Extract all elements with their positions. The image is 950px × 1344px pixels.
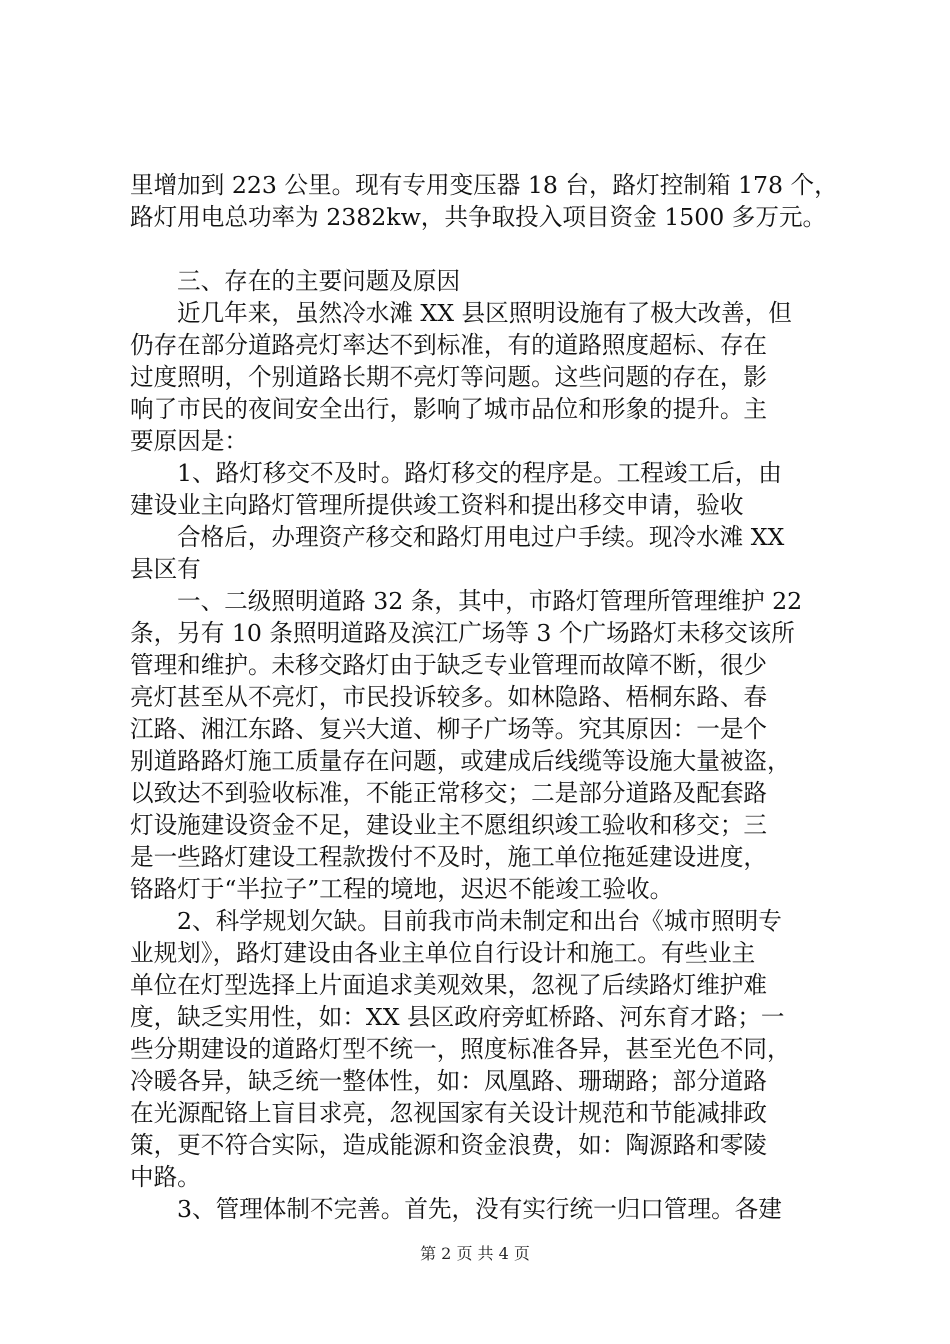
text-line: 在光源配铬上盲目求亮，忽视国家有关设计规范和节能减排政 xyxy=(130,1099,768,1127)
text-line: 仍存在部分道路亮灯率达不到标准，有的道路照度超标、存在 xyxy=(130,331,768,359)
text-line: 单位在灯型选择上片面追求美观效果，忽视了后续路灯维护难 xyxy=(130,971,768,999)
page-number-footer: 第 2 页 共 4 页 xyxy=(420,1244,530,1263)
text-line: 1、路灯移交不及时。路灯移交的程序是。工程竣工后，由 xyxy=(177,459,782,487)
text-line: 3、管理体制不完善。首先，没有实行统一归口管理。各建 xyxy=(177,1195,782,1223)
text-line: 度，缺乏实用性，如：XX 县区政府旁虹桥路、河东育才路；一 xyxy=(130,1003,785,1031)
text-line: 里增加到 223 公里。现有专用变压器 18 台，路灯控制箱 178 个， xyxy=(130,171,838,199)
text-line: 别道路路灯施工质量存在问题，或建成后线缆等设施大量被盗， xyxy=(130,747,791,775)
text-line: 铬路灯于“半拉子”工程的境地，迟迟不能竣工验收。 xyxy=(130,875,674,903)
text-line: 2、科学规划欠缺。目前我市尚未制定和出台《城市照明专 xyxy=(177,907,782,935)
section-heading: 三、存在的主要问题及原因 xyxy=(177,267,461,295)
text-line: 管理和维护。未移交路灯由于缺乏专业管理而故障不断，很少 xyxy=(130,651,768,679)
text-line: 过度照明，个别道路长期不亮灯等问题。这些问题的存在，影 xyxy=(130,363,768,391)
text-line: 县区有 xyxy=(130,555,201,583)
text-line: 合格后，办理资产移交和路灯用电过户手续。现冷水滩 XX xyxy=(177,523,785,551)
text-line: 路灯用电总功率为 2382kw，共争取投入项目资金 1500 多万元。 xyxy=(130,203,827,231)
text-line: 响了市民的夜间安全出行，影响了城市品位和形象的提升。主 xyxy=(130,395,768,423)
text-line: 些分期建设的道路灯型不统一，照度标准各异，甚至光色不同， xyxy=(130,1035,791,1063)
text-line: 江路、湘江东路、复兴大道、柳子广场等。究其原因：一是个 xyxy=(130,715,768,743)
text-line: 近几年来，虽然冷水滩 XX 县区照明设施有了极大改善，但 xyxy=(177,299,792,327)
text-line: 业规划》，路灯建设由各业主单位自行设计和施工。有些业主 xyxy=(130,939,756,967)
text-line: 冷暖各异，缺乏统一整体性，如：凤凰路、珊瑚路；部分道路 xyxy=(130,1067,768,1095)
text-line: 条，另有 10 条照明道路及滨江广场等 3 个广场路灯未移交该所 xyxy=(130,619,795,647)
text-line: 是一些路灯建设工程款拨付不及时，施工单位拖延建设进度， xyxy=(130,843,768,871)
text-line: 建设业主向路灯管理所提供竣工资料和提出移交申请，验收 xyxy=(130,491,744,519)
text-line: 一、二级照明道路 32 条，其中，市路灯管理所管理维护 22 xyxy=(177,587,803,615)
text-line: 要原因是： xyxy=(130,427,248,455)
text-line: 灯设施建设资金不足，建设业主不愿组织竣工验收和移交；三 xyxy=(130,811,768,839)
text-line: 策，更不符合实际，造成能源和资金浪费，如：陶源路和零陵 xyxy=(130,1131,768,1159)
text-line: 亮灯甚至从不亮灯，市民投诉较多。如林隐路、梧桐东路、春 xyxy=(130,683,768,711)
text-line: 以致达不到验收标准，不能正常移交；二是部分道路及配套路 xyxy=(130,779,768,807)
text-line: 中路。 xyxy=(130,1163,201,1191)
